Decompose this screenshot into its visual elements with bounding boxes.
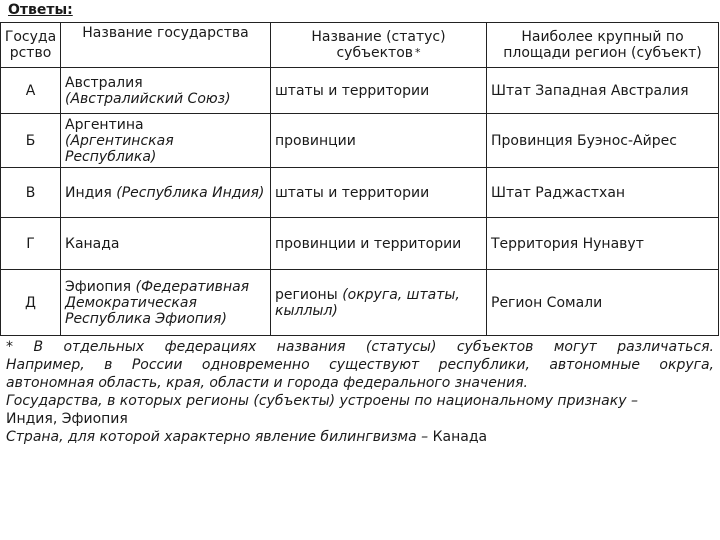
federations-answer: Индия, Эфиопия	[6, 411, 128, 427]
country-name: Канада	[65, 235, 120, 252]
footnote-line: * В отдельных федерациях названия (статусы) субъектов могут различаться.	[6, 339, 714, 355]
subjects-cell: провинции	[271, 114, 487, 168]
header-subject-status	[271, 23, 487, 68]
country-cell	[61, 68, 271, 114]
region-cell: Регион Сомали	[487, 270, 719, 336]
footnote-mark: *	[415, 46, 421, 59]
subjects-main: регионы	[275, 286, 338, 303]
table-row	[1, 168, 719, 218]
table-row	[1, 68, 719, 114]
footnote-line: автономная область, края, области и города федерального значения.	[6, 375, 528, 391]
page-title: Ответы:	[8, 2, 73, 18]
header-largest-region: Наиболее крупный по площади регион (субъект)	[487, 23, 719, 68]
country-name: Австралия	[65, 74, 143, 91]
row-letter: Г	[1, 218, 61, 270]
region-cell: Штат Западная Австралия	[487, 68, 719, 114]
country-full-name: (Федеративная Демократическая Республика Эфиопия)	[65, 278, 250, 327]
bilingualism-question: Страна, для которой характерно явление билингвизма –	[6, 429, 429, 445]
subjects-cell: штаты и территории	[271, 68, 487, 114]
row-letter: Б	[1, 114, 61, 168]
country-cell	[61, 168, 271, 218]
bilingualism-answer: Канада	[432, 429, 488, 445]
country-full-name: (Австралийский Союз)	[65, 90, 231, 107]
bilingualism-line	[6, 428, 714, 446]
region-cell: Территория Нунавут	[487, 218, 719, 270]
header-country-name	[61, 23, 271, 68]
country-name: Индия	[65, 184, 112, 201]
row-letter: А	[1, 68, 61, 114]
table-row	[1, 114, 719, 168]
country-full-name: (Аргентинская Республика)	[65, 132, 174, 165]
footnote-line: Например, в России одновременно существуют республики, автономные округа,	[6, 357, 714, 373]
header-state: Госуда рство	[1, 23, 61, 68]
region-cell: Провинция Буэнос-Айрес	[487, 114, 719, 168]
table-row	[1, 218, 719, 270]
country-full-name: (Республика Индия)	[116, 184, 265, 201]
region-cell: Штат Раджастхан	[487, 168, 719, 218]
country-name: Эфиопия	[65, 278, 132, 295]
answers-table	[0, 22, 719, 336]
header-country-name-label: Название государства	[82, 25, 249, 41]
country-cell	[61, 114, 271, 168]
subjects-cell	[271, 270, 487, 336]
row-letter: Д	[1, 270, 61, 336]
federations-question: Государства, в которых регионы (субъекты) устроены по национальному признаку –	[6, 393, 638, 409]
header-subject-status-label: Название (статус) субъектов	[311, 29, 446, 61]
country-cell	[61, 218, 271, 270]
country-name: Аргентина	[65, 116, 144, 133]
country-cell	[61, 270, 271, 336]
subjects-cell: штаты и территории	[271, 168, 487, 218]
subjects-extra: (округа, штаты, кыллыл)	[275, 286, 460, 319]
row-letter: В	[1, 168, 61, 218]
table-row	[1, 270, 719, 336]
table-header-row	[1, 23, 719, 68]
subjects-cell: провинции и территории	[271, 218, 487, 270]
footnote-block	[6, 338, 714, 446]
